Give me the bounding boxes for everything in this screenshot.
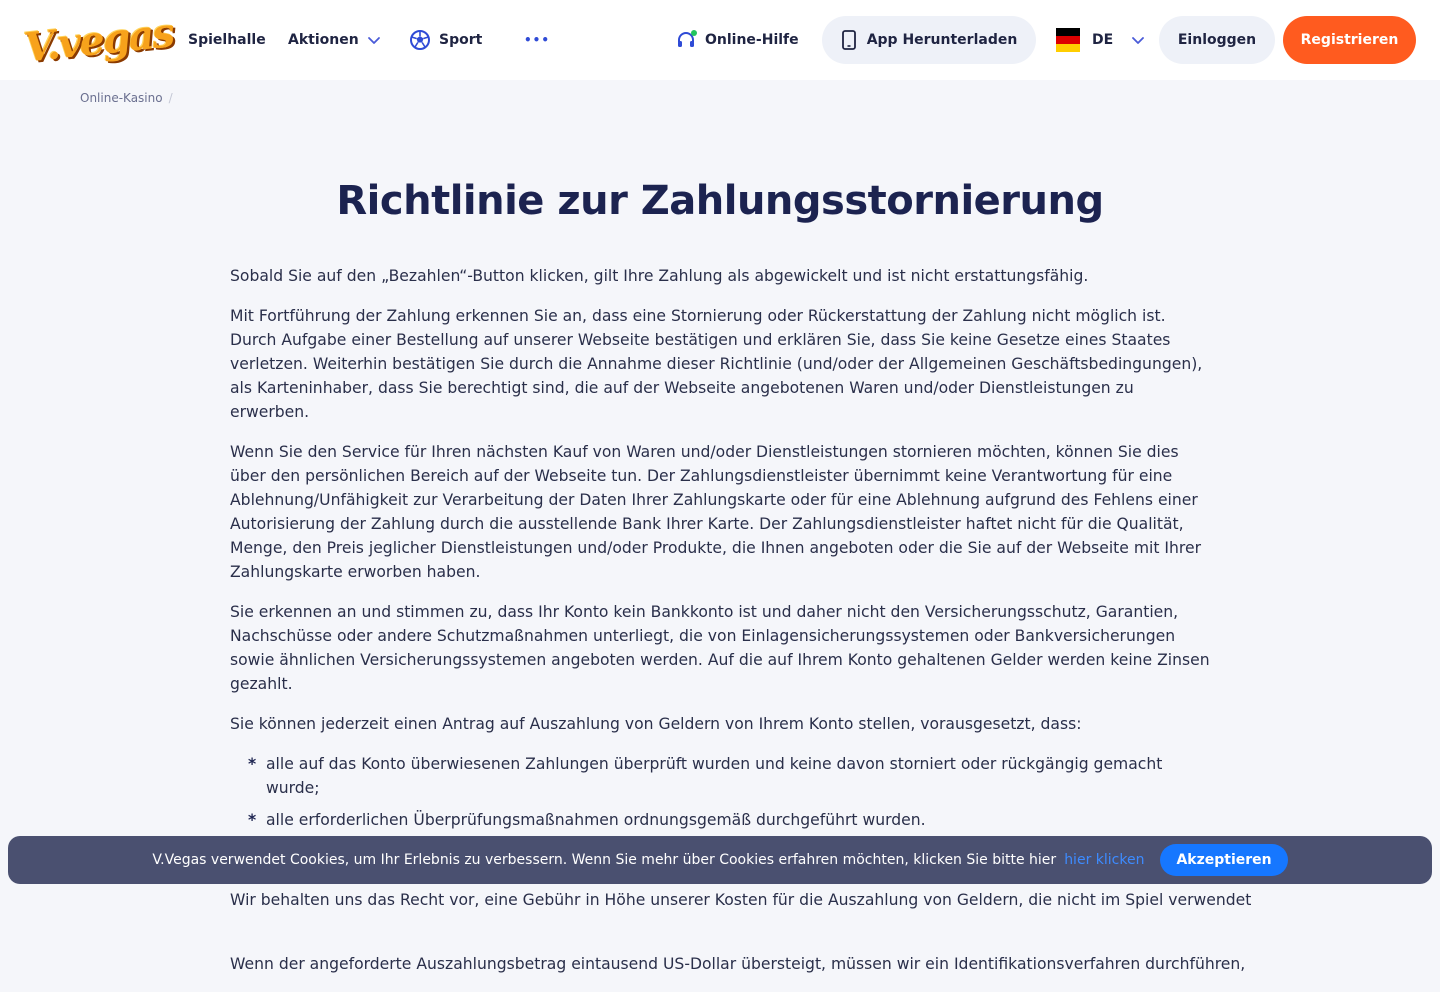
soccer-ball-icon xyxy=(409,29,431,51)
nav-spielhalle-label: Spielhalle xyxy=(188,32,266,48)
nav-aktionen[interactable] xyxy=(288,28,381,52)
headset-icon xyxy=(675,29,697,51)
logo-wordmark: V.vegas xyxy=(21,8,176,72)
breadcrumb-online-kasino[interactable]: Online-Kasino xyxy=(80,91,163,105)
policy-paragraph: Mit Fortführung der Zahlung erkennen Sie an, dass eine Stornierung oder Rückerstattung der Zahlung nicht möglich ist. Durch Aufgabe einer Bestellung auf unserer Webseite bestätigen und erklären Sie, dass Sie keine Gesetze eines Staates verletzen. Weiterhin bestätigen Sie durch die Annahme dieser Richtlinie (und/oder der Allgemeinen Geschäftsbedingungen), als Karteninhaber, dass Sie berechtigt sind, die auf der Webseite angebotenen Waren und/oder Dienstleistungen zu erwerben. xyxy=(230,307,1203,421)
nav-aktionen-label: Aktionen xyxy=(288,32,359,48)
accept-cookies-label: Akzeptieren xyxy=(1176,852,1272,868)
policy-paragraph: Wenn Sie den Service für Ihren nächsten Kauf von Waren und/oder Dienstleistungen stornieren möchten, können Sie dies über den persönlichen Bereich auf der Webseite tun. Der Zahlungsdienstleister übernimmt keine Verantwortung für eine Ablehnung/Unfähigkeit zur Verarbeitung der Daten Ihrer Zahlungskarte oder für eine Ablehnung aufgrund des Fehlens einer Autorisierung der Zahlung durch die ausstellende Bank Ihrer Karte. Der Zahlungsdienstleister haftet nicht für die Qualität, Menge, den Preis jeglicher Dienstleistungen und/oder Produkte, die Ihnen angeboten oder die Sie auf der Webseite mit Ihrer Zahlungskarte erworben haben. xyxy=(230,443,1201,581)
smartphone-icon xyxy=(841,30,857,50)
page-title: Richtlinie zur Zahlungsstornierung xyxy=(336,178,1104,224)
list-item: * alle auf das Konto überwiesenen Zahlungen überprüft wurden und keine davon storniert oder rückgängig gemacht wurde; xyxy=(248,752,1215,800)
register-button[interactable] xyxy=(1283,16,1416,64)
breadcrumb xyxy=(80,91,173,105)
vvegas-logo[interactable] xyxy=(21,8,176,72)
language-selector[interactable] xyxy=(1056,28,1145,52)
register-label: Registrieren xyxy=(1300,32,1399,48)
more-dots-icon: ••• xyxy=(524,33,551,47)
nav-sport[interactable] xyxy=(409,28,482,52)
policy-paragraph: Wenn der angeforderte Auszahlungsbetrag eintausend US-Dollar übersteigt, müssen wir ein Identifikationsverfahren durchführen, xyxy=(230,955,1246,973)
policy-paragraph: Wir behalten uns das Recht vor, eine Gebühr in Höhe unserer Kosten für die Auszahlung von Geldern, die nicht im Spiel verwendet xyxy=(230,891,1252,909)
app-download-button[interactable] xyxy=(822,16,1036,64)
policy-paragraph: Sie können jederzeit einen Antrag auf Auszahlung von Geldern von Ihrem Konto stellen, vorausgesetzt, dass: xyxy=(230,715,1082,733)
nav-more-button[interactable] xyxy=(524,28,550,52)
nav-spielhalle[interactable] xyxy=(188,28,266,52)
policy-paragraph: Sie erkennen an und stimmen zu, dass Ihr Konto kein Bankkonto ist und daher nicht den Versicherungsschutz, Garantien, Nachschüsse oder andere Schutzmaßnahmen unterliegt, die von Einlagensicherungssystemen oder Bankversicherungen sowie ähnlichen Versicherungssystemen angeboten werden. Auf die auf Ihrem Konto gehaltenen Gelder werden keine Zinsen gezahlt. xyxy=(230,603,1210,693)
germany-flag-icon xyxy=(1056,28,1080,52)
online-help-link[interactable] xyxy=(675,28,799,52)
accept-cookies-button[interactable] xyxy=(1160,844,1287,876)
chevron-down-icon xyxy=(1131,33,1145,47)
list-item: * alle erforderlichen Überprüfungsmaßnahmen ordnungsgemäß durchgeführt wurden. xyxy=(248,808,1215,832)
chevron-down-icon xyxy=(367,33,381,47)
nav-sport-label: Sport xyxy=(439,32,483,48)
withdrawal-conditions-list xyxy=(230,752,1215,832)
login-button[interactable] xyxy=(1159,16,1275,64)
language-label: DE xyxy=(1092,32,1114,48)
policy-paragraph: Sobald Sie auf den „Bezahlen“-Button klicken, gilt Ihre Zahlung als abgewickelt und ist nicht erstattungsfähig. xyxy=(230,267,1089,285)
cookie-more-link[interactable]: hier klicken xyxy=(1064,852,1145,868)
site-header xyxy=(0,0,1440,80)
login-label: Einloggen xyxy=(1177,32,1257,48)
app-download-label: App Herunterladen xyxy=(866,32,1018,48)
cookie-banner xyxy=(8,836,1432,884)
online-help-label: Online-Hilfe xyxy=(705,32,799,48)
cookie-text: V.Vegas verwendet Cookies, um Ihr Erlebnis zu verbessern. Wenn Sie mehr über Cookies erfahren möchten, klicken Sie bitte hier xyxy=(152,852,1057,868)
breadcrumb-separator: / xyxy=(168,91,173,105)
